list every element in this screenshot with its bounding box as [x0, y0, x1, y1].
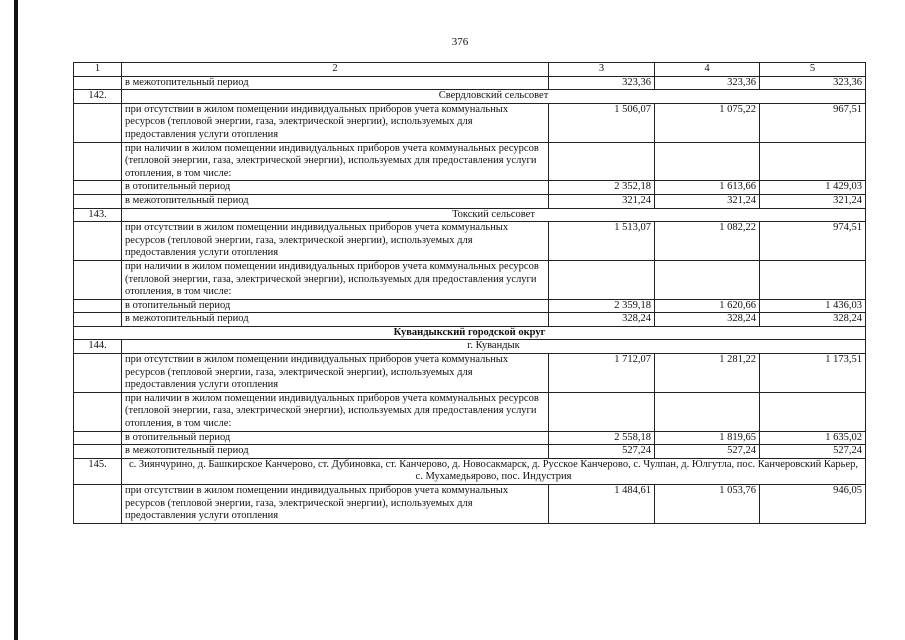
value-col-5: 1 173,51: [760, 354, 866, 393]
table-row: [74, 222, 866, 261]
value-col-5: 946,05: [760, 485, 866, 524]
value-col-5: 1 436,03: [760, 299, 866, 313]
row-number: [74, 392, 122, 431]
value-col-5: 974,51: [760, 222, 866, 261]
table-row: [74, 431, 866, 445]
value-col-4: 1 613,66: [655, 181, 760, 195]
header-cell-5: 5: [760, 63, 866, 77]
page-number: 376: [451, 36, 469, 48]
row-description: в межотопительный период: [122, 76, 549, 90]
table-row: [74, 142, 866, 181]
value-col-4: 321,24: [655, 194, 760, 208]
value-col-4: 1 819,65: [655, 431, 760, 445]
locality-row: [74, 90, 866, 104]
value-col-4: 1 075,22: [655, 103, 760, 142]
locality-name: Токский сельсовет: [122, 208, 866, 222]
header-cell-4: 4: [655, 63, 760, 77]
row-description: в отопительный период: [122, 181, 549, 195]
value-col-3: 2 558,18: [549, 431, 655, 445]
value-col-5: 1 429,03: [760, 181, 866, 195]
value-col-5: 321,24: [760, 194, 866, 208]
value-col-4: [655, 142, 760, 181]
header-cell-3: 3: [549, 63, 655, 77]
row-description: при отсутствии в жилом помещении индивидуальных приборов учета коммунальных ресурсов (тепловой энергии, газа, электрической энергии), используемых для предоставления услуги отопления: [122, 222, 549, 261]
value-col-4: [655, 260, 760, 299]
row-description: при отсутствии в жилом помещении индивидуальных приборов учета коммунальных ресурсов (тепловой энергии, газа, электрической энергии), используемых для предоставления услуги отопления: [122, 485, 549, 524]
value-col-5: 967,51: [760, 103, 866, 142]
table-row: [74, 181, 866, 195]
value-col-4: 328,24: [655, 313, 760, 327]
row-description: при отсутствии в жилом помещении индивидуальных приборов учета коммунальных ресурсов (тепловой энергии, газа, электрической энергии), используемых для предоставления услуги отопления: [122, 354, 549, 393]
header-cell-2: 2: [122, 63, 549, 77]
value-col-4: 527,24: [655, 445, 760, 459]
value-col-5: 1 635,02: [760, 431, 866, 445]
value-col-4: [655, 392, 760, 431]
row-number: [74, 445, 122, 459]
value-col-4: 1 620,66: [655, 299, 760, 313]
row-description: при наличии в жилом помещении индивидуальных приборов учета коммунальных ресурсов (тепловой энергии, газа, электрической энергии), используемых для предоставления услуги отопления, в том числе:: [122, 142, 549, 181]
row-description: в межотопительный период: [122, 445, 549, 459]
value-col-5: [760, 392, 866, 431]
scan-edge-bar: [14, 0, 18, 640]
value-col-5: 323,36: [760, 76, 866, 90]
value-col-3: [549, 392, 655, 431]
row-number: [74, 431, 122, 445]
value-col-3: 321,24: [549, 194, 655, 208]
value-col-3: 1 712,07: [549, 354, 655, 393]
header-cell-1: 1: [74, 63, 122, 77]
row-number: [74, 485, 122, 524]
value-col-4: 1 281,22: [655, 354, 760, 393]
value-col-3: 1 513,07: [549, 222, 655, 261]
table-row: [74, 445, 866, 459]
row-description: в отопительный период: [122, 431, 549, 445]
row-number: 145.: [74, 458, 122, 484]
value-col-3: [549, 142, 655, 181]
tariff-table: [73, 62, 866, 524]
row-number: 142.: [74, 90, 122, 104]
row-number: [74, 76, 122, 90]
table-row: [74, 392, 866, 431]
value-col-5: 328,24: [760, 313, 866, 327]
table-row: [74, 485, 866, 524]
value-col-3: 328,24: [549, 313, 655, 327]
row-description: при наличии в жилом помещении индивидуальных приборов учета коммунальных ресурсов (тепловой энергии, газа, электрической энергии), используемых для предоставления услуги отопления, в том числе:: [122, 260, 549, 299]
value-col-4: 1 082,22: [655, 222, 760, 261]
value-col-4: 1 053,76: [655, 485, 760, 524]
table-row: [74, 76, 866, 90]
row-number: [74, 222, 122, 261]
row-number: 144.: [74, 340, 122, 354]
section-title: Кувандыкский городской округ: [74, 326, 866, 340]
value-col-3: [549, 260, 655, 299]
value-col-3: 1 484,61: [549, 485, 655, 524]
table-row: [74, 299, 866, 313]
row-number: [74, 181, 122, 195]
table-row: [74, 354, 866, 393]
row-number: [74, 299, 122, 313]
locality-row: [74, 458, 866, 484]
row-description: в межотопительный период: [122, 313, 549, 327]
locality-row: [74, 208, 866, 222]
locality-name: Свердловский сельсовет: [122, 90, 866, 104]
section-row: [74, 326, 866, 340]
locality-name: с. Зиянчурино, д. Башкирское Канчерово, ст. Дубиновка, ст. Канчерово, д. Новосакмарск, д. Русское Канчерово, с. Чулпан, д. Юлгутла, пос. Канчеровский Карьер, с. Мухамедьярово, пос. Индустрия: [122, 458, 866, 484]
table-row: [74, 194, 866, 208]
table-row: [74, 103, 866, 142]
value-col-3: 527,24: [549, 445, 655, 459]
row-number: 143.: [74, 208, 122, 222]
row-description: в межотопительный период: [122, 194, 549, 208]
row-description: в отопительный период: [122, 299, 549, 313]
table-row: [74, 260, 866, 299]
value-col-5: [760, 142, 866, 181]
row-number: [74, 103, 122, 142]
value-col-5: 527,24: [760, 445, 866, 459]
value-col-5: [760, 260, 866, 299]
row-description: при наличии в жилом помещении индивидуальных приборов учета коммунальных ресурсов (тепловой энергии, газа, электрической энергии), используемых для предоставления услуги отопления, в том числе:: [122, 392, 549, 431]
row-description: при отсутствии в жилом помещении индивидуальных приборов учета коммунальных ресурсов (тепловой энергии, газа, электрической энергии), используемых для предоставления услуги отопления: [122, 103, 549, 142]
locality-row: [74, 340, 866, 354]
table-row: [74, 313, 866, 327]
row-number: [74, 354, 122, 393]
value-col-4: 323,36: [655, 76, 760, 90]
row-number: [74, 142, 122, 181]
header-row: [74, 63, 866, 77]
row-number: [74, 194, 122, 208]
value-col-3: 2 359,18: [549, 299, 655, 313]
value-col-3: 2 352,18: [549, 181, 655, 195]
value-col-3: 323,36: [549, 76, 655, 90]
row-number: [74, 313, 122, 327]
locality-name: г. Кувандык: [122, 340, 866, 354]
row-number: [74, 260, 122, 299]
value-col-3: 1 506,07: [549, 103, 655, 142]
